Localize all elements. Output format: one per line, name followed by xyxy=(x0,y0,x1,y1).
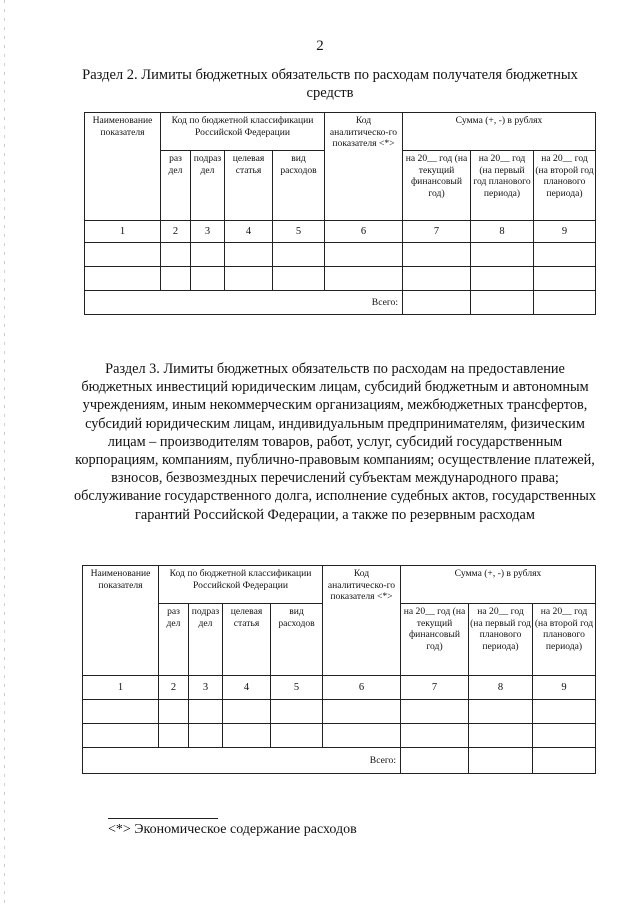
table-row xyxy=(83,724,596,748)
table-cell xyxy=(223,700,271,724)
table-cell xyxy=(83,700,159,724)
total-row xyxy=(83,748,596,774)
table-cell xyxy=(191,243,225,267)
section-2-heading: Раздел 2. Лимиты бюджетных обязательств по расходам получателя бюджетных средств xyxy=(82,67,578,101)
table-cell xyxy=(161,243,191,267)
header-target-article: целевая статья xyxy=(225,151,273,221)
table-cell xyxy=(161,267,191,291)
header-sum: Сумма (+, -) в рублях xyxy=(401,566,596,604)
table-cell xyxy=(223,724,271,748)
page-number: 2 xyxy=(316,38,324,54)
table-cell xyxy=(85,267,161,291)
column-number: 9 xyxy=(533,676,596,700)
header-analytic-code: Код аналитическо-го показателя <*> xyxy=(325,113,403,221)
table-cell xyxy=(323,700,401,724)
header-year-current: на 20__ год (на текущий финансовый год) xyxy=(401,604,469,676)
table-cell xyxy=(533,700,596,724)
section-2-table xyxy=(84,112,596,315)
scan-edge xyxy=(4,0,5,905)
table-cell xyxy=(469,700,533,724)
table-cell xyxy=(225,267,273,291)
table-cell xyxy=(403,243,471,267)
table-cell xyxy=(533,724,596,748)
header-kbk: Код по бюджетной классификации Российской Федерации xyxy=(159,566,323,604)
table-cell xyxy=(83,724,159,748)
table-cell xyxy=(471,243,534,267)
table-row xyxy=(85,243,596,267)
column-number: 3 xyxy=(189,676,223,700)
table-cell xyxy=(225,243,273,267)
header-kbk: Код по бюджетной классификации Российской Федерации xyxy=(161,113,325,151)
header-podrazdel: подраз дел xyxy=(191,151,225,221)
total-label: Всего: xyxy=(85,291,403,315)
total-cell xyxy=(471,291,534,315)
table-cell xyxy=(189,724,223,748)
column-number-row xyxy=(85,221,596,243)
total-cell xyxy=(533,748,596,774)
table-cell xyxy=(271,724,323,748)
column-number: 8 xyxy=(471,221,534,243)
column-number: 2 xyxy=(159,676,189,700)
column-number: 2 xyxy=(161,221,191,243)
column-number: 7 xyxy=(403,221,471,243)
column-number: 5 xyxy=(273,221,325,243)
header-expense-type: вид расходов xyxy=(271,604,323,676)
table-cell xyxy=(159,724,189,748)
header-target-article: целевая статья xyxy=(223,604,271,676)
table-cell xyxy=(325,243,403,267)
header-razdel: раз дел xyxy=(159,604,189,676)
total-label: Всего: xyxy=(83,748,401,774)
column-number: 9 xyxy=(534,221,596,243)
table-cell xyxy=(401,724,469,748)
column-number: 6 xyxy=(325,221,403,243)
header-razdel: раз дел xyxy=(161,151,191,221)
table-cell xyxy=(403,267,471,291)
column-number-row xyxy=(83,676,596,700)
total-cell xyxy=(403,291,471,315)
header-year-plan-2: на 20__ год (на второй год планового периода) xyxy=(534,151,596,221)
table-cell xyxy=(191,267,225,291)
column-number: 1 xyxy=(85,221,161,243)
column-number: 1 xyxy=(83,676,159,700)
table-cell xyxy=(325,267,403,291)
footnote: <*> Экономическое содержание расходов xyxy=(108,822,357,837)
total-row xyxy=(85,291,596,315)
total-cell xyxy=(469,748,533,774)
section-3-heading: Раздел 3. Лимиты бюджетных обязательств по расходам на предоставление бюджетных инвестиций юридическим лицам, субсидий бюджетным и автономным учреждениям, иным некоммерческим организациям, межбюджетных трансфертов, субсидий юридическим лицам, индивидуальным предпринимателям, физическим лицам – производителям товаров, работ, услуг, субсидий государственным корпорациям, компаниям, публично-правовым компаниям; осуществление платежей, взносов, безвозмездных перечислений субъектам международного права; обслуживание государственного долга, исполнение судебных актов, государственных гарантий Российской Федерации, а также по резервным расходам xyxy=(73,361,597,523)
header-sum: Сумма (+, -) в рублях xyxy=(403,113,596,151)
column-number: 3 xyxy=(191,221,225,243)
section-3-table xyxy=(82,565,596,774)
table-cell xyxy=(159,700,189,724)
column-number: 4 xyxy=(223,676,271,700)
total-cell xyxy=(401,748,469,774)
header-year-current: на 20__ год (на текущий финансовый год) xyxy=(403,151,471,221)
table-cell xyxy=(273,267,325,291)
table-cell xyxy=(534,267,596,291)
header-podrazdel: подраз дел xyxy=(189,604,223,676)
column-number: 8 xyxy=(469,676,533,700)
footnote-divider xyxy=(108,818,218,819)
table-row xyxy=(83,700,596,724)
header-analytic-code: Код аналитическо-го показателя <*> xyxy=(323,566,401,676)
header-year-plan-2: на 20__ год (на второй год планового периода) xyxy=(533,604,596,676)
table-cell xyxy=(471,267,534,291)
column-number: 6 xyxy=(323,676,401,700)
header-indicator-name: Наименование показателя xyxy=(85,113,161,221)
column-number: 4 xyxy=(225,221,273,243)
header-indicator-name: Наименование показателя xyxy=(83,566,159,676)
table-cell xyxy=(323,724,401,748)
table-cell xyxy=(271,700,323,724)
header-year-plan-1: на 20__ год (на первый год планового периода) xyxy=(469,604,533,676)
table-cell xyxy=(534,243,596,267)
table-cell xyxy=(85,243,161,267)
table-cell xyxy=(189,700,223,724)
table-row xyxy=(85,267,596,291)
header-expense-type: вид расходов xyxy=(273,151,325,221)
header-year-plan-1: на 20__ год (на первый год планового периода) xyxy=(471,151,534,221)
column-number: 5 xyxy=(271,676,323,700)
column-number: 7 xyxy=(401,676,469,700)
table-cell xyxy=(401,700,469,724)
table-cell xyxy=(469,724,533,748)
total-cell xyxy=(534,291,596,315)
table-cell xyxy=(273,243,325,267)
